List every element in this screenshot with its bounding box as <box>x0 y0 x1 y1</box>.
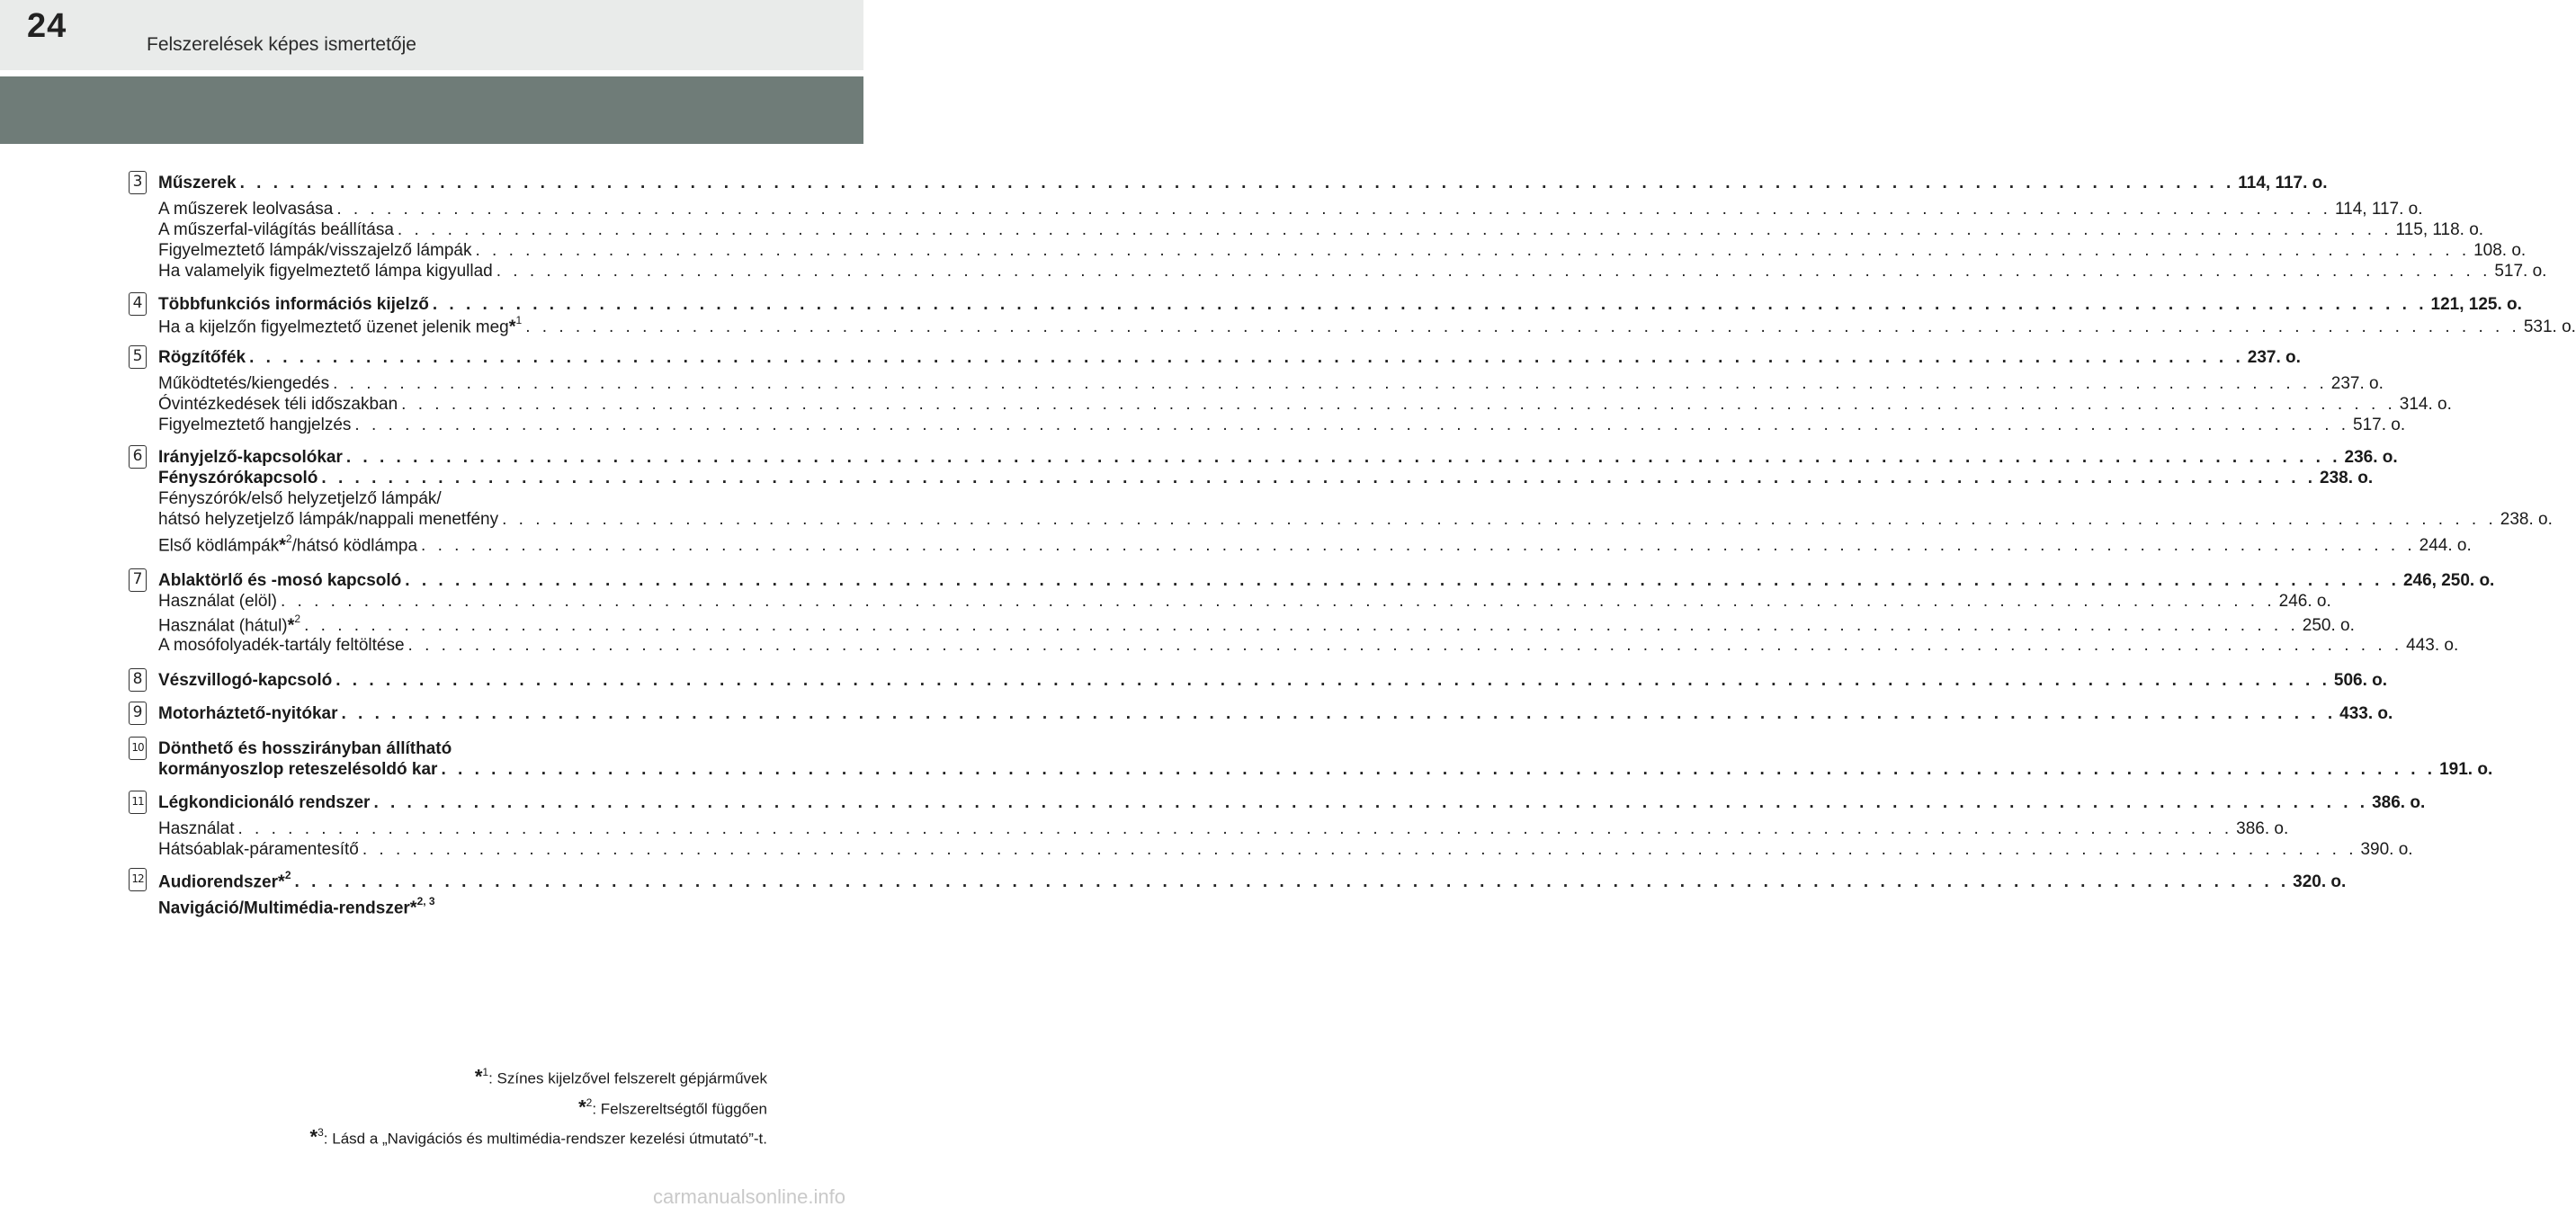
dot-leader: . . . . . . . . . . . . . . . . . . . . . . . . . . . . . . . . . . . . . . . . . . . . . . . . . . . . . . . . . . . . . . . . . . . . . . . . . . . . . . . . . . . . . . . . . . . . . . . . . . . . . . . . . . . . . . . . . . . . . . . . <box>397 220 2393 239</box>
entry-label: Motorháztető-nyitókar <box>158 704 338 723</box>
index-entry <box>158 636 2459 657</box>
section-number-8: 8 <box>129 668 147 692</box>
footnote-text: : Felszereltségtől függően <box>592 1100 767 1118</box>
page-reference: 433. o. <box>2339 704 2393 723</box>
page-reference: 236. o. <box>2344 448 2398 467</box>
index-entry <box>158 819 2289 841</box>
page-reference: 108. o. <box>2473 241 2527 260</box>
dot-leader: . . . . . . . . . . . . . . . . . . . . . . . . . . . . . . . . . . . . . . . . . . . . . . . . . . . . . . . . . . . . . . . . . . . . . . . . . . . . . . . . . . . . . . . . . . . . . . . . . . . . . . . . . . . . . . . . . . . . . . . . <box>239 174 2235 192</box>
entry-label: Navigáció/Multimédia-rendszer*$^{2, 3}$ <box>158 895 435 918</box>
watermark: carmanualsonline.info <box>652 1185 845 1208</box>
entry-label: Működtetés/kiengedés <box>158 374 330 393</box>
dot-leader: . . . . . . . . . . . . . . . . . . . . . . . . . . . . . . . . . . . . . . . . . . . . . . . . . . . . . . . . . . . . . . . . . . . . . . . . . . . . . . . . . . . . . . . . . . . . . . . . . . . . . . . . . . . . . . . . . . . . . . . . <box>281 592 2276 611</box>
entry-label: Légkondicionáló rendszer <box>158 793 371 812</box>
index-entry <box>158 220 2484 242</box>
entry-label: A műszerek leolvasása <box>158 200 334 219</box>
footnote <box>310 1122 767 1152</box>
entry-label: Fényszórók/első helyzetjelző lámpák/ <box>158 489 442 508</box>
entry-label: Használat <box>158 819 235 838</box>
index-entry <box>158 395 2452 416</box>
entry-label: Fényszórókapcsoló <box>158 469 318 487</box>
page-reference: 386. o. <box>2236 819 2289 838</box>
asterisk-icon: * <box>279 535 286 556</box>
section-number-11: 11 <box>129 791 147 814</box>
footnote-ref: 2 <box>285 532 292 545</box>
dot-leader: . . . . . . . . . . . . . . . . . . . . . . . . . . . . . . . . . . . . . . . . . . . . . . . . . . . . . . . . . . . . . . . . . . . . . . . . . . . . . . . . . . . . . . . . . . . . . . . . . . . . . . . . . . . . . . . . . . . . . . . . <box>237 819 2233 838</box>
page-reference: 517. o. <box>2494 262 2547 281</box>
dot-leader: . . . . . . . . . . . . . . . . . . . . . . . . . . . . . . . . . . . . . . . . . . . . . . . . . . . . . . . . . . . . . . . . . . . . . . . . . . . . . . . . . . . . . . . . . . . . . . . . . . . . . . . . . . . . . . . . . . . . . . . . <box>354 416 2350 434</box>
section-number-7: 7 <box>129 568 147 592</box>
page-reference: 191. o. <box>2439 760 2493 779</box>
index-entry <box>158 200 2423 221</box>
asterisk-icon: * <box>508 317 516 337</box>
index-entry <box>158 532 2472 556</box>
index-entry <box>158 469 2374 490</box>
dot-leader: . . . . . . . . . . . . . . . . . . . . . . . . . . . . . . . . . . . . . . . . . . . . . . . . . . . . . . . . . . . . . . . . . . . . . . . . . . . . . . . . . . . . . . . . . . . . . . . . . . . . . . . . . . . . . . . . . . . . . . . . <box>321 469 2317 487</box>
section-number-6: 6 <box>129 445 147 469</box>
entry-label: Használat (hátul)*$^2$ <box>158 612 301 636</box>
dot-leader: . . . . . . . . . . . . . . . . . . . . . . . . . . . . . . . . . . . . . . . . . . . . . . . . . . . . . . . . . . . . . . . . . . . . . . . . . . . . . . . . . . . . . . . . . . . . . . . . . . . . . . . . . . . . . . . . . . . . . . . . <box>333 374 2328 393</box>
dot-leader: . . . . . . . . . . . . . . . . . . . . . . . . . . . . . . . . . . . . . . . . . . . . . . . . . . . . . . . . . . . . . . . . . . . . . . . . . . . . . . . . . . . . . . . . . . . . . . . . . . . . . . . . . . . . . . . . . . . . . . . . <box>336 200 2331 219</box>
page-reference: 121, 125. o. <box>2430 295 2522 314</box>
entry-label: Dönthető és hosszirányban állítható <box>158 739 452 758</box>
page-reference: 237. o. <box>2247 348 2301 367</box>
index-entry <box>158 793 2426 815</box>
section-number-12: 12 <box>129 868 147 891</box>
dot-leader: . . . . . . . . . . . . . . . . . . . . . . . . . . . . . . . . . . . . . . . . . . . . . . . . . . . . . . . . . . . . . . . . . . . . . . . . . . . . . . . . . . . . . . . . . . . . . . . . . . . . . . . . . . . . . . . . . . . . . . . . <box>405 571 2400 590</box>
entry-label: hátsó helyzetjelző lámpák/nappali menetfény <box>158 510 499 529</box>
dot-leader: . . . . . . . . . . . . . . . . . . . . . . . . . . . . . . . . . . . . . . . . . . . . . . . . . . . . . . . . . . . . . . . . . . . . . . . . . . . . . . . . . . . . . . . . . . . . . . . . . . . . . . . . . . . . . . . . . . . . . . . . <box>304 616 2299 636</box>
entry-label: Műszerek <box>158 174 237 192</box>
page-reference: 506. o. <box>2333 671 2388 690</box>
footnote-mark: 2 <box>586 1095 593 1109</box>
entry-label: Audiorendszer*$^2$ <box>158 869 291 892</box>
index-entry <box>158 592 2331 613</box>
entry-label: Figyelmeztető hangjelzés <box>158 416 352 434</box>
index-entry <box>158 671 2388 693</box>
footnote-ref: 2 <box>294 612 301 625</box>
index-entry <box>158 348 2301 370</box>
page-reference: 114, 117. o. <box>2238 174 2328 192</box>
index-entry <box>158 510 2553 532</box>
dot-leader: . . . . . . . . . . . . . . . . . . . . . . . . . . . . . . . . . . . . . . . . . . . . . . . . . . . . . . . . . . . . . . . . . . . . . . . . . . . . . . . . . . . . . . . . . . . . . . . . . . . . . . . . . . . . . . . . . . . . . . . . <box>341 704 2337 723</box>
section-number-9: 9 <box>129 702 147 725</box>
entry-label: Óvintézkedések téli időszakban <box>158 395 398 414</box>
index-entry <box>158 241 2527 263</box>
index-entry <box>158 571 2495 593</box>
entry-label: A mosófolyadék-tartály feltöltése <box>158 636 405 655</box>
dot-leader: . . . . . . . . . . . . . . . . . . . . . . . . . . . . . . . . . . . . . . . . . . . . . . . . . . . . . . . . . . . . . . . . . . . . . . . . . . . . . . . . . . . . . . . . . . . . . . . . . . . . . . . . . . . . . . . . . . . . . . . . <box>441 760 2437 779</box>
asterisk-icon: * <box>309 1125 318 1149</box>
asterisk-icon: * <box>409 898 417 918</box>
page-reference: 238. o. <box>2500 510 2553 529</box>
page-reference: 531. o. <box>2523 317 2576 337</box>
page-reference: 386. o. <box>2372 793 2426 812</box>
dot-leader: . . . . . . . . . . . . . . . . . . . . . . . . . . . . . . . . . . . . . . . . . . . . . . . . . . . . . . . . . . . . . . . . . . . . . . . . . . . . . . . . . . . . . . . . . . . . . . . . . . . . . . . . . . . . . . . . . . . . . . . . <box>362 840 2357 859</box>
entry-label: A műszerfal-világítás beállítása <box>158 220 394 239</box>
footnote-text: : Színes kijelzővel felszerelt gépjárművek <box>488 1069 767 1087</box>
asterisk-icon: * <box>578 1095 586 1119</box>
index-entry <box>158 840 2413 862</box>
index-entry <box>158 704 2393 726</box>
index-entry <box>158 760 2493 782</box>
dot-leader: . . . . . . . . . . . . . . . . . . . . . . . . . . . . . . . . . . . . . . . . . . . . . . . . . . . . . . . . . . . . . . . . . . . . . . . . . . . . . . . . . . . . . . . . . . . . . . . . . . . . . . . . . . . . . . . . . . . . . . . . <box>502 510 2497 529</box>
index-entry <box>158 869 2347 892</box>
page-reference: 115, 118. o. <box>2395 220 2484 239</box>
dot-leader: . . . . . . . . . . . . . . . . . . . . . . . . . . . . . . . . . . . . . . . . . . . . . . . . . . . . . . . . . . . . . . . . . . . . . . . . . . . . . . . . . . . . . . . . . . . . . . . . . . . . . . . . . . . . . . . . . . . . . . . . <box>249 348 2244 367</box>
footnotes <box>310 1061 767 1152</box>
page-reference: 246, 250. o. <box>2402 571 2495 590</box>
index-entry <box>158 416 2406 437</box>
section-number-5: 5 <box>129 345 147 369</box>
index-entry <box>158 897 730 918</box>
header-band <box>0 76 863 144</box>
index-entry <box>158 374 2384 396</box>
dot-leader: . . . . . . . . . . . . . . . . . . . . . . . . . . . . . . . . . . . . . . . . . . . . . . . . . . . . . . . . . . . . . . . . . . . . . . . . . . . . . . . . . . . . . . . . . . . . . . . . . . . . . . . . . . . . . . . . . . . . . . . . <box>335 671 2330 690</box>
dot-leader: . . . . . . . . . . . . . . . . . . . . . . . . . . . . . . . . . . . . . . . . . . . . . . . . . . . . . . . . . . . . . . . . . . . . . . . . . . . . . . . . . . . . . . . . . . . . . . . . . . . . . . . . . . . . . . . . . . . . . . . . <box>401 395 2396 414</box>
page-reference: 114, 117. o. <box>2334 200 2423 219</box>
page-number: 24 <box>27 7 67 45</box>
section-number-3: 3 <box>129 171 147 194</box>
page-reference: 314. o. <box>2399 395 2452 414</box>
footnote-mark: 1 <box>482 1066 489 1078</box>
entry-label: Vészvillogó-kapcsoló <box>158 671 333 690</box>
section-number-10: 10 <box>129 737 147 760</box>
dot-leader: . . . . . . . . . . . . . . . . . . . . . . . . . . . . . . . . . . . . . . . . . . . . . . . . . . . . . . . . . . . . . . . . . . . . . . . . . . . . . . . . . . . . . . . . . . . . . . . . . . . . . . . . . . . . . . . . . . . . . . . . <box>525 317 2520 337</box>
page-reference: 250. o. <box>2302 616 2355 636</box>
dot-leader: . . . . . . . . . . . . . . . . . . . . . . . . . . . . . . . . . . . . . . . . . . . . . . . . . . . . . . . . . . . . . . . . . . . . . . . . . . . . . . . . . . . . . . . . . . . . . . . . . . . . . . . . . . . . . . . . . . . . . . . . <box>345 448 2341 467</box>
page-header <box>0 0 863 70</box>
footnote-ref: 2 <box>284 869 291 881</box>
footnote-mark: 3 <box>318 1126 324 1140</box>
entry-label: Használat (elöl) <box>158 592 277 611</box>
page-reference: 390. o. <box>2360 840 2413 859</box>
dot-leader: . . . . . . . . . . . . . . . . . . . . . . . . . . . . . . . . . . . . . . . . . . . . . . . . . . . . . . . . . . . . . . . . . . . . . . . . . . . . . . . . . . . . . . . . . . . . . . . . . . . . . . . . . . . . . . . . . . . . . . . . <box>432 295 2428 314</box>
index-entry <box>158 489 730 511</box>
asterisk-icon: * <box>278 872 285 892</box>
section-number-4: 4 <box>129 292 147 316</box>
dot-leader: . . . . . . . . . . . . . . . . . . . . . . . . . . . . . . . . . . . . . . . . . . . . . . . . . . . . . . . . . . . . . . . . . . . . . . . . . . . . . . . . . . . . . . . . . . . . . . . . . . . . . . . . . . . . . . . . . . . . . . . . <box>475 241 2471 260</box>
dot-leader: . . . . . . . . . . . . . . . . . . . . . . . . . . . . . . . . . . . . . . . . . . . . . . . . . . . . . . . . . . . . . . . . . . . . . . . . . . . . . . . . . . . . . . . . . . . . . . . . . . . . . . . . . . . . . . . . . . . . . . . . <box>496 262 2491 281</box>
dot-leader: . . . . . . . . . . . . . . . . . . . . . . . . . . . . . . . . . . . . . . . . . . . . . . . . . . . . . . . . . . . . . . . . . . . . . . . . . . . . . . . . . . . . . . . . . . . . . . . . . . . . . . . . . . . . . . . . . . . . . . . . <box>373 793 2369 812</box>
footnote <box>310 1092 767 1122</box>
page-reference: 517. o. <box>2353 416 2406 434</box>
index-entry <box>158 174 2328 195</box>
dot-leader: . . . . . . . . . . . . . . . . . . . . . . . . . . . . . . . . . . . . . . . . . . . . . . . . . . . . . . . . . . . . . . . . . . . . . . . . . . . . . . . . . . . . . . . . . . . . . . . . . . . . . . . . . . . . . . . . . . . . . . . . <box>407 636 2403 655</box>
dot-leader: . . . . . . . . . . . . . . . . . . . . . . . . . . . . . . . . . . . . . . . . . . . . . . . . . . . . . . . . . . . . . . . . . . . . . . . . . . . . . . . . . . . . . . . . . . . . . . . . . . . . . . . . . . . . . . . . . . . . . . . . <box>421 536 2416 556</box>
footnote-ref: 2, 3 <box>416 895 435 908</box>
page-title: Felszerelések képes ismertetője <box>147 34 416 55</box>
page-reference: 443. o. <box>2406 636 2459 655</box>
page-reference: 238. o. <box>2320 469 2374 487</box>
dot-leader: . . . . . . . . . . . . . . . . . . . . . . . . . . . . . . . . . . . . . . . . . . . . . . . . . . . . . . . . . . . . . . . . . . . . . . . . . . . . . . . . . . . . . . . . . . . . . . . . . . . . . . . . . . . . . . . . . . . . . . . . <box>294 872 2290 892</box>
entry-label: Ha valamelyik figyelmeztető lámpa kigyullad <box>158 262 493 281</box>
footnote-ref: 1 <box>515 314 523 326</box>
index-entry <box>158 314 2576 337</box>
entry-label: Irányjelző-kapcsolókar <box>158 448 343 467</box>
entry-label: Többfunkciós információs kijelző <box>158 295 429 314</box>
entry-label: Ablaktörlő és -mosó kapcsoló <box>158 571 402 590</box>
page-reference: 320. o. <box>2293 872 2347 892</box>
entry-label: Hátsóablak-páramentesítő <box>158 840 359 859</box>
index-entry <box>158 295 2522 317</box>
entry-label: kormányoszlop reteszelésoldó kar <box>158 760 438 779</box>
index-entry <box>158 262 2547 283</box>
footnote <box>310 1061 767 1092</box>
asterisk-icon: * <box>287 615 295 636</box>
page-reference: 246. o. <box>2278 592 2331 611</box>
footnote-text: : Lásd a „Navigációs és multimédia-rendszer kezelési útmutató”-t. <box>323 1130 767 1148</box>
index-entry <box>158 612 2355 636</box>
entry-label: Első ködlámpák*$^2$/hátsó ködlámpa <box>158 532 418 556</box>
entry-label: Figyelmeztető lámpák/visszajelző lámpák <box>158 241 472 260</box>
page-reference: 237. o. <box>2330 374 2384 393</box>
asterisk-icon: * <box>474 1065 483 1088</box>
index-entry <box>158 739 730 761</box>
page-reference: 244. o. <box>2419 536 2472 556</box>
index-entry <box>158 448 2398 469</box>
entry-label: Ha a kijelzőn figyelmeztető üzenet jelenik meg*$^1$ <box>158 314 523 337</box>
entry-label: Rögzítőfék <box>158 348 246 367</box>
